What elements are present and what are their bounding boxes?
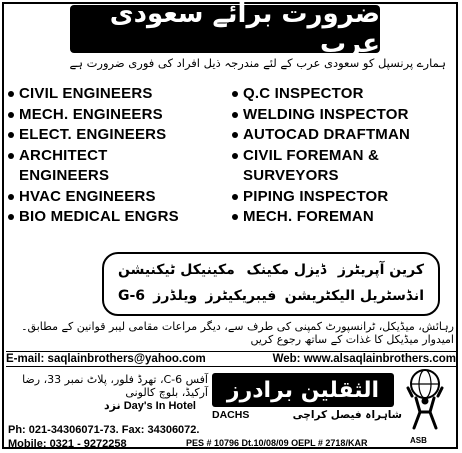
bullet-icon bbox=[232, 214, 238, 220]
job-item: MECH. ENGINEERS bbox=[8, 105, 236, 126]
trade-item: فیبریکیٹرز bbox=[205, 288, 277, 304]
hotel-name: Day's In Hotel bbox=[123, 400, 196, 412]
job-item: PIPING INSPECTOR bbox=[232, 187, 458, 208]
title-banner bbox=[70, 0, 380, 59]
title-text: ضرورت برائے سعودی عرب bbox=[109, 0, 380, 59]
job-column-left bbox=[8, 84, 236, 228]
job-item: BIO MEDICAL ENGRS bbox=[8, 207, 236, 228]
email-block bbox=[6, 353, 206, 366]
bullet-icon bbox=[8, 194, 14, 200]
job-list bbox=[8, 84, 454, 244]
bullet-icon bbox=[8, 132, 14, 138]
phone-block bbox=[8, 423, 199, 451]
bullet-icon bbox=[232, 112, 238, 118]
job-item: ARCHITECT ENGINEERS bbox=[8, 146, 236, 187]
fax-number: 34306072. bbox=[147, 424, 200, 436]
trade-item: ڈیزل مکینک bbox=[246, 262, 327, 278]
job-item: WELDING INSPECTOR bbox=[232, 105, 458, 126]
phone-line: Ph: 021-34306071-73. Fax: 34306072. bbox=[8, 424, 200, 436]
job-item: CIVIL ENGINEERS bbox=[8, 84, 236, 105]
trades-row-2 bbox=[118, 288, 424, 304]
job-item: AUTOCAD DRAFTMAN bbox=[232, 125, 458, 146]
office-address: آفس C-6، تھرڈ فلور، پلاٹ نمبر 33، رضا آرکیڈ، بلوچ کالونی bbox=[22, 373, 208, 399]
trades-box bbox=[102, 252, 440, 316]
job-column-right bbox=[232, 84, 458, 228]
bullet-icon bbox=[8, 214, 14, 220]
bullet-icon bbox=[232, 132, 238, 138]
atlas-globe-icon bbox=[402, 368, 448, 430]
email-label: E-mail: bbox=[6, 353, 45, 365]
trade-item: ویلڈرز bbox=[153, 288, 198, 304]
job-item: CIVIL FOREMAN & SURVEYORS bbox=[232, 146, 458, 187]
phone-number: 021-34306071-73. bbox=[28, 424, 119, 436]
bullet-icon bbox=[8, 91, 14, 97]
web-link[interactable]: www.alsaqlainbrothers.com bbox=[303, 353, 456, 365]
bullet-icon bbox=[232, 194, 238, 200]
web-block bbox=[273, 353, 456, 366]
trade-item: مکینیکل ٹیکنیشن bbox=[118, 262, 235, 278]
web-label: Web: bbox=[272, 353, 301, 365]
bullet-icon bbox=[232, 153, 238, 159]
bullet-icon bbox=[8, 153, 14, 159]
benefits-note: رہائش، میڈیکل، ٹرانسپورٹ کمپنی کی طرف سے، دیگر مراعات مقامی لیبر قوانین کے مطابق۔ امیدوار میڈیکل کا غذات کے ساتھ رجوع کریں bbox=[21, 320, 454, 346]
intro-text: ہمارے پرنسپل کو سعودی عرب کے لئے مندرجہ ذیل افراد کی فوری ضرورت ہے bbox=[69, 56, 446, 70]
bullet-icon bbox=[8, 112, 14, 118]
job-item: MECH. FOREMAN bbox=[232, 207, 458, 228]
company-name: الثقلین برادرز bbox=[226, 377, 380, 403]
dachs-code: DACHS bbox=[212, 409, 250, 421]
trades-row-1 bbox=[118, 262, 424, 278]
logo-text: ASB bbox=[410, 436, 427, 445]
job-item: ELECT. ENGINEERS bbox=[8, 125, 236, 146]
mobile-number: 0321 - 9272258 bbox=[49, 438, 127, 450]
company-name-banner bbox=[212, 373, 394, 407]
license-info: PES # 10796 Dt.10/08/09 OEPL # 2718/KAR bbox=[186, 438, 368, 448]
bullet-icon bbox=[232, 91, 238, 97]
mobile-line: Mobile: 0321 - 9272258 bbox=[8, 438, 127, 450]
dachs-text: شاہراہ فیصل کراچی bbox=[292, 409, 402, 421]
job-item: Q.C INSPECTOR bbox=[232, 84, 458, 105]
contact-line bbox=[6, 351, 456, 367]
dachs-line bbox=[212, 409, 402, 421]
trade-item: انڈسٹریل الیکٹریشن bbox=[284, 288, 424, 304]
hotel-landmark bbox=[104, 399, 196, 412]
hotel-prefix: نزد bbox=[104, 399, 121, 412]
trade-grade: G-6 bbox=[118, 288, 146, 304]
trade-item: کرین آپریٹرز bbox=[337, 262, 424, 278]
job-item: HVAC ENGINEERS bbox=[8, 187, 236, 208]
email-link[interactable]: saqlainbrothers@yahoo.com bbox=[47, 353, 206, 365]
